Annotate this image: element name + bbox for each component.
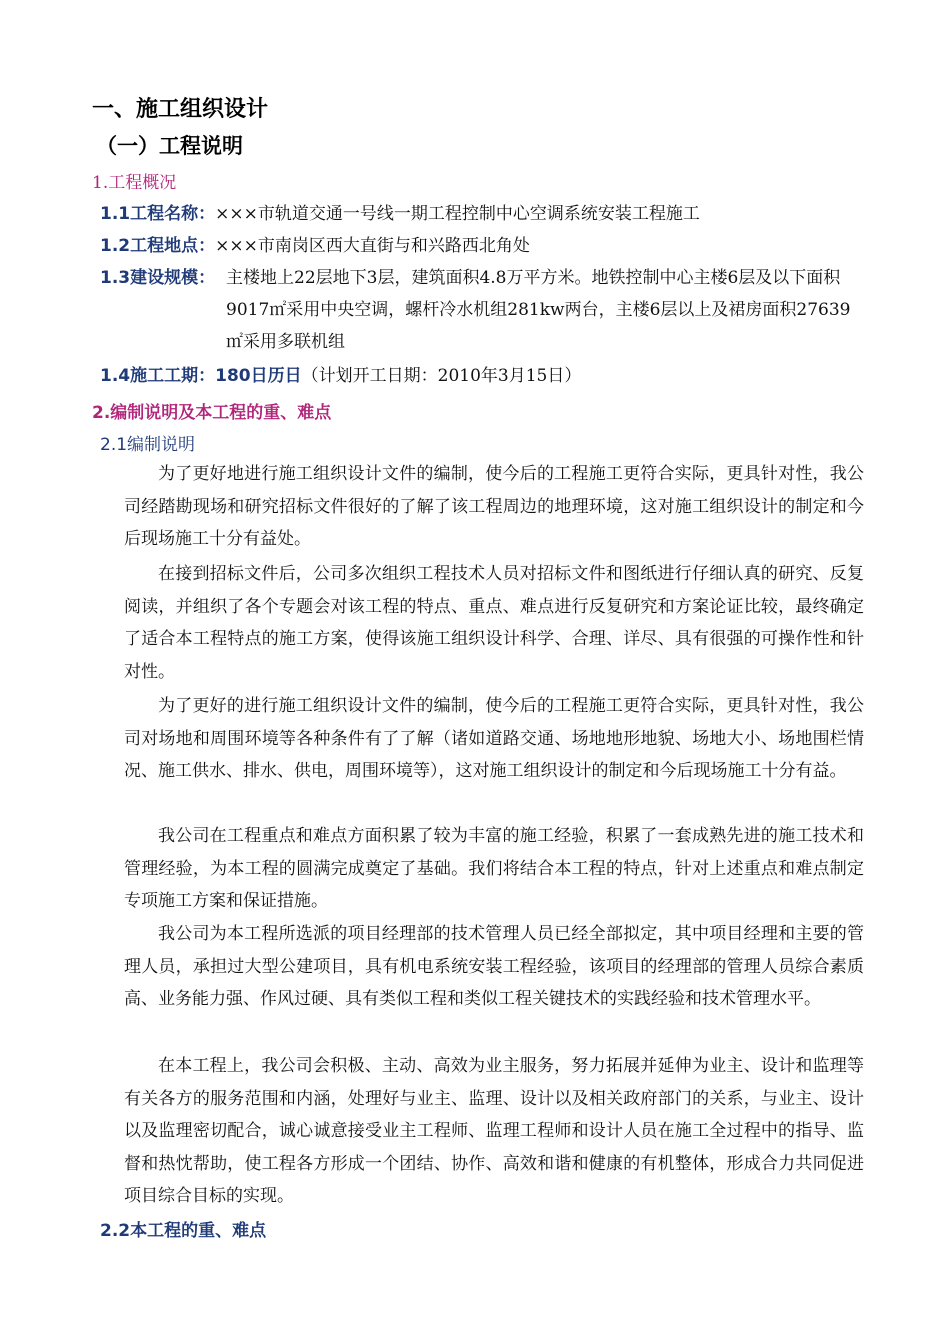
section-heading-notes: 2.编制说明及本工程的重、难点 (92, 403, 332, 423)
paragraph-3: 为了更好的进行施工组织设计文件的编制，使今后的工程施工更符合实际，更具针对性，我公司对场地和周围环境等各种条件有了了解（诸如道路交通、场地地形地貌、场地大小、场地围栏情况、施工供水、排水、供电，周围环境等），这对施工组织设计的制定和今后现场施工十分有益。 (124, 696, 864, 781)
paragraph-6: 在本工程上，我公司会积极、主动、高效为业主服务，努力拓展并延伸为业主、设计和监理等有关各方的服务范围和内涵，处理好与业主、监理、设计以及相关政府部门的关系，与业主、设计以及监理密切配合，诚心诚意接受业主工程师、监理工程师和设计人员在施工全过程中的指导、监督和热忱帮助，使工程各方形成一个团结、协作、高效和谐和健康的有机整体，形成合力共同促进项目综合目标的实现。 (124, 1056, 864, 1206)
paragraph-4: 我公司在工程重点和难点方面积累了较为丰富的施工经验，积累了一套成熟先进的施工技术和管理经验，为本工程的圆满完成奠定了基础。我们将结合本工程的特点，针对上述重点和难点制定专项施工方案和保证措施。 (124, 826, 864, 911)
paragraph-5: 我公司为本工程所选派的项目经理部的技术管理人员已经全部拟定，其中项目经理和主要的管理人员，承担过大型公建项目，具有机电系统安装工程经验，该项目的经理部的管理人员综合素质高、业务能力强、作风过硬、具有类似工程和类似工程关键技术的实践经验和技术管理水平。 (124, 924, 864, 1009)
project-period-days: 180日历日 (215, 366, 302, 386)
subsection-heading-difficulties: 2.2本工程的重、难点 (100, 1221, 267, 1241)
section-heading-overview: 1.工程概况 (92, 173, 177, 193)
project-scale-value: 主楼地上22层地下3层，建筑面积4.8万平方米。地铁控制中心主楼6层及以下面积9017㎡采用中央空调，螺杆冷水机组281kw两台，主楼6层以上及裙房面积27639㎡采用多联机组 (226, 268, 851, 352)
heading-level-2: （一）工程说明 (96, 134, 243, 158)
subsection-heading-notes: 2.1编制说明 (100, 435, 196, 455)
project-period-start: （计划开工日期：2010年3月15日） (301, 366, 582, 386)
project-site-label: 1.2工程地点： (100, 236, 216, 256)
project-scale-label-wrap (100, 262, 215, 294)
paragraph-1: 为了更好地进行施工组织设计文件的编制，使今后的工程施工更符合实际，更具针对性，我公司经踏勘现场和研究招标文件很好的了解了该工程周边的地理环境，这对施工组织设计的制定和今后现场施工十分有益处。 (124, 464, 864, 549)
heading-level-1: 一、施工组织设计 (92, 97, 269, 122)
project-name-label: 1.1工程名称： (100, 204, 216, 224)
paragraph-2: 在接到招标文件后，公司多次组织工程技术人员对招标文件和图纸进行仔细认真的研究、反复阅读，并组织了各个专题会对该工程的特点、重点、难点进行反复研究和方案论证比较，最终确定了适合本工程特点的施工方案，使得该施工组织设计科学、合理、详尽、具有很强的可操作性和针对性。 (124, 564, 864, 682)
project-site-row (100, 230, 530, 262)
project-name-row (100, 198, 700, 230)
project-period-label: 1.4施工工期： (100, 366, 216, 386)
project-scale-label: 1.3建设规模： (100, 268, 216, 288)
project-period-row (100, 360, 581, 392)
project-site-value: ×××市南岗区西大直街与和兴路西北角处 (215, 236, 530, 256)
project-name-value: ×××市轨道交通一号线一期工程控制中心空调系统安装工程施工 (215, 204, 700, 224)
